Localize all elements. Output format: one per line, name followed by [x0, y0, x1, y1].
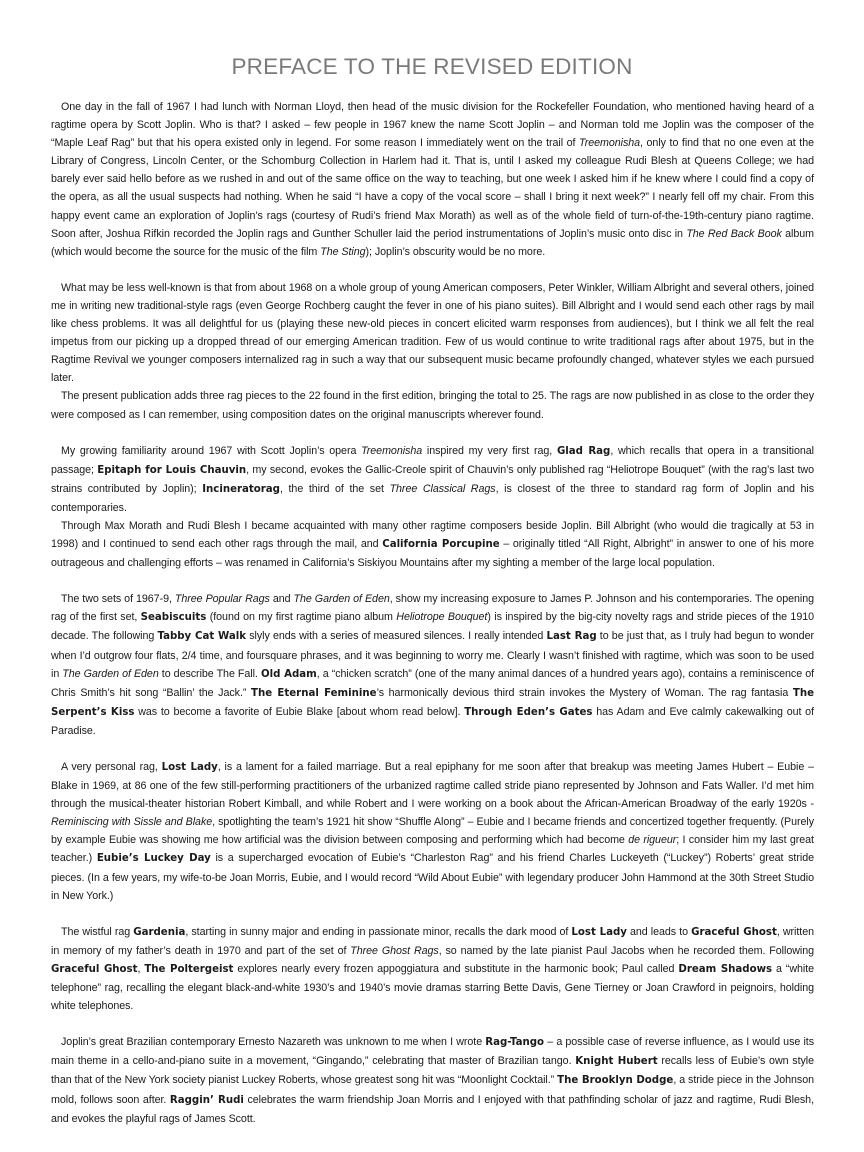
text-run: , a stride piece in the Johnson mold, follows soon after. [51, 1074, 814, 1106]
text-run: What may be less well-known is that from about 1968 on a whole group of young American composers, Peter Winkler, William Albright and several others, joined me in writing new traditional-style rags (even George Rochberg caught the fever in one of his piano suites). Bill Albright and I would send each other rags by mail like chess problems. It was all delightful for us (playing these new-old pieces in concert elicited warm responses from audiences), but I think we all felt the real impetus from our picking up a dropped thread of our emerging American tradition. Few of us would continue to write traditional rags after about 1975, but in the Ragtime Revival we younger composers internalized rag in such a way that our subsequent music became profoundly changed, whatever styles we each pursued later. [51, 281, 814, 385]
work-title: Treemonisha [579, 137, 641, 150]
text-run: Through Max Morath and Rudi Blesh I became acquainted with many other ragtime composers beside Joplin. Bill Albright (who would die tragically at 53 in 1998) and I continued to send each other rags through the mail, and [51, 519, 814, 551]
rag-title: Seabiscuits [140, 612, 207, 624]
rag-title: The Eternal Feminine [251, 687, 377, 699]
rag-title: Dream Shadows [678, 963, 773, 975]
paragraph-gap [51, 261, 814, 279]
paragraph [51, 758, 814, 905]
rag-title: Knight Hubert [575, 1056, 658, 1068]
rag-title: The Serpent’s Kiss [51, 687, 815, 718]
paragraph [51, 442, 814, 517]
work-title: Treemonisha [361, 444, 423, 457]
text-run: – originally titled “All Right, Albright” in answer to one of his more outrageous and challenging efforts – was renamed in California’s Siskiyou Mountains after my sighting a member of the large local population. [51, 538, 815, 570]
text-run: The present publication adds three rag pieces to the 22 found in the first edition, bringing the total to 25. The rags are now published in as close to the order they were composed as I can remember, using composition dates on the original manuscripts wherever found. [51, 390, 814, 421]
text-run: , the third of the set [279, 482, 390, 495]
text-run: ; I consider him my last great teacher.) [51, 834, 814, 865]
rag-title: Gardenia [133, 926, 186, 938]
rag-title: Graceful Ghost [691, 926, 777, 938]
text-run: , [137, 962, 145, 975]
work-title: Three Popular Rags [174, 593, 270, 606]
paragraph [51, 387, 814, 423]
text-run: , is closest of the three to standard rag form of Joplin and his contemporaries. [51, 482, 814, 514]
text-run: Joplin’s great Brazilian contemporary Ernesto Nazareth was unknown to me when I wrote [61, 1036, 486, 1049]
rag-title: Graceful Ghost [51, 963, 138, 975]
text-run: ’s harmonically devious third strain invokes the Mystery of Woman. The rag fantasia [376, 686, 793, 699]
work-title: The Garden of Eden [293, 593, 390, 606]
text-run: , written in memory of my father’s death in 1970 and part of the set of [51, 925, 814, 957]
paragraph [51, 517, 814, 572]
rag-title: The Brooklyn Dodge [557, 1075, 674, 1087]
text-run: ) is inspired by the big-city novelty rags and stride pieces of the 1910 decade. The following [51, 611, 815, 643]
text-run: , spotlighting the team’s 1921 hit show “Shuffle Along” – Eubie and I became friends and concertized together frequently. (Purely by example Eubie was showing me how artificial was the division between composing and performing which had become [51, 816, 815, 847]
rag-title: Tabby Cat Walk [157, 631, 247, 643]
rag-title: Lost Lady [161, 762, 218, 773]
text-run: ); Joplin’s obscurity would be no more. [365, 245, 546, 258]
rag-title: Lost Lady [571, 926, 627, 938]
rag-title: Eubie’s Luckey Day [96, 853, 211, 865]
text-run: (found on my first ragtime piano album [206, 611, 397, 624]
text-run: celebrates the warm friendship Joan Morris and I enjoyed with that pathfinding scholar of jazz and ragtime, Rudi Blesh, and evokes the playful rags of James Scott. [51, 1093, 814, 1125]
text-run: – a possible case of reverse influence, as I would use its main theme in a cello-and-piano suite in a movement, “Gingando,” celebrating that master of Brazilian tango. [51, 1036, 814, 1068]
rag-title: California Porcupine [382, 539, 500, 551]
rag-title: Last Rag [546, 631, 597, 643]
text-run: was to become a favorite of Eubie Blake [about whom read below]. [134, 705, 465, 718]
work-title: Three Ghost Rags [350, 944, 439, 957]
paragraph-gap [51, 572, 814, 590]
text-run: The wistful rag [61, 925, 134, 938]
text-run: is a supercharged evocation of Eubie’s “Charleston Rag” and his friend Charles Luckeyeth (“Luckey”) Roberts’ great stride pieces. (In a few years, my wife-to-be Joan Morris, Eubie, and I would record “Wild About Eubie” with legendary producer John Hammond at the 30th Street Studio in New York.) [51, 852, 814, 902]
text-run: , show my increasing exposure to James P. Johnson and his contemporaries. The opening rag of the first set, [51, 593, 814, 624]
rag-title: Incineratorag [202, 483, 280, 495]
text-run: , is a lament for a failed marriage. But a real epiphany for me soon after that breakup was meeting James Hubert – Eubie – Blake in 1969, at 86 one of the few still-performing practitioners of the urbanized ragtime called stride piano represented by Johnson and Fats Waller. I’d met him through the musical-theater historian Robert Kimball, and while Robert and I were working on a book about the African-American Broadway of the early 1920s - [51, 761, 814, 811]
text-run: recalls less of Eubie’s own style than that of the New York society pianist Luckey Roberts, whose greatest song hit was “Moonlight Cocktail.” [51, 1055, 814, 1087]
work-title: Three Classical Rags [389, 482, 496, 495]
work-title: The Garden of Eden [62, 667, 159, 680]
text-run: My growing familiarity around 1967 with Scott Joplin’s opera [61, 444, 362, 457]
text-run: and [269, 593, 294, 606]
paragraph-gap [51, 905, 814, 923]
text-run: , starting in sunny major and ending in passionate minor, recalls the dark mood of [185, 925, 572, 938]
paragraph-gap [51, 424, 814, 442]
rag-title: Raggin’ Rudi [169, 1094, 244, 1106]
text-run: slyly ends with a series of measured silences. I really intended [246, 630, 547, 643]
text-run: The two sets of 1967-9, [61, 593, 175, 606]
work-title: Reminiscing with Sissle and Blake [51, 816, 213, 829]
text-run: a “white telephone” rag, recalling the elegant black-and-white 1930’s and 1940’s movie dramas starring Bette Davis, Gene Tierney or Joan Crawford in peignoirs, holding white telephones. [51, 962, 815, 1013]
paragraph [51, 923, 814, 1015]
text-run: to describe The Fall. [158, 667, 261, 680]
rag-title: Old Adam [260, 668, 317, 680]
rag-title: Through Eden’s Gates [464, 706, 593, 718]
paragraph-gap [51, 740, 814, 758]
paragraph [51, 279, 814, 388]
text-run: , my second, evokes the Gallic-Creole spirit of Chauvin’s only published rag “Heliotrope Bouquet” (with the rag’s last two strains contributed by Joplin); [51, 463, 814, 495]
rag-title: Rag-Tango [485, 1037, 545, 1049]
text-run: to be just that, as I truly had begun to wonder when I’d outgrow four flats, 2/4 time, and foursquare phrases, and it was beginning to worry me. Clearly I wasn’t finished with ragtime, which was soon to be used in [51, 630, 814, 680]
text-run: A very personal rag, [61, 761, 162, 773]
text-run: , only to find that no one even at the Library of Congress, Lincoln Center, or the Schomburg Collection in Harlem had it. That is, until I asked my colleague Rudi Blesh at Queens College; we had barely ever said hello before as we rushed in and out of the same office on the way to teaching, but one week I asked him if he knew where I could find a copy of the opera, as all the usual suspects had nothing. When he said “I have a copy of the vocal score – shall I bring it next week?” I nearly fell off my chair. From this happy event came an exploration of Joplin’s rags (courtesy of Rudi’s friend Max Morath) as well as of the whole field of turn-of-the-19th-century piano ragtime. Soon after, Joshua Rifkin recorded the Joplin rags and Gunther Schuller laid the period instrumentations of Joplin’s music onto disc in [51, 137, 814, 240]
paragraph [51, 590, 814, 740]
rag-title: Glad Rag [556, 445, 611, 457]
rag-title: Epitaph for Louis Chauvin [97, 464, 247, 476]
paragraph [51, 1033, 814, 1127]
page-title: PREFACE TO THE REVISED EDITION [231, 54, 633, 79]
work-title: The Red Back Book [686, 227, 782, 240]
text-run: , so named by the late pianist Paul Jacobs when he recorded them. Following [438, 944, 814, 957]
preface-body [51, 98, 814, 1128]
text-run: has Adam and Eve calmly cakewalking out of Paradise. [51, 705, 814, 737]
text-run: album (which would become the source for the music of the film [51, 227, 815, 258]
text-run: inspired my very first rag, [422, 444, 557, 457]
rag-title: The Poltergeist [144, 963, 234, 975]
work-title: de rigueur [628, 834, 677, 847]
work-title: Heliotrope Bouquet [396, 611, 488, 624]
paragraph [51, 98, 814, 261]
work-title: The Sting [320, 245, 366, 258]
text-run: explores nearly every frozen appoggiatura and substitute in the harmonic book; Paul called [233, 962, 679, 975]
text-run: , a “chicken scratch” (one of the many animal dances of a hundred years ago), contains a reminiscence of Chris Smith’s hit song “Ballin’ the Jack.” [51, 667, 815, 699]
paragraph-gap [51, 1015, 814, 1033]
text-run: One day in the fall of 1967 I had lunch with Norman Lloyd, then head of the music division for the Rockefeller Foundation, who mentioned having heard of a ragtime opera by Scott Joplin. Who is that? I asked – few people in 1967 knew the name Scott Joplin – and Norman told me Joplin was the composer of the “Maple Leaf Rag” but that his opera existed only in legend. For some reason I immediately went on the trail of [51, 101, 814, 150]
text-run: , which recalls that opera in a transitional passage; [51, 444, 814, 476]
text-run: and leads to [626, 925, 692, 938]
